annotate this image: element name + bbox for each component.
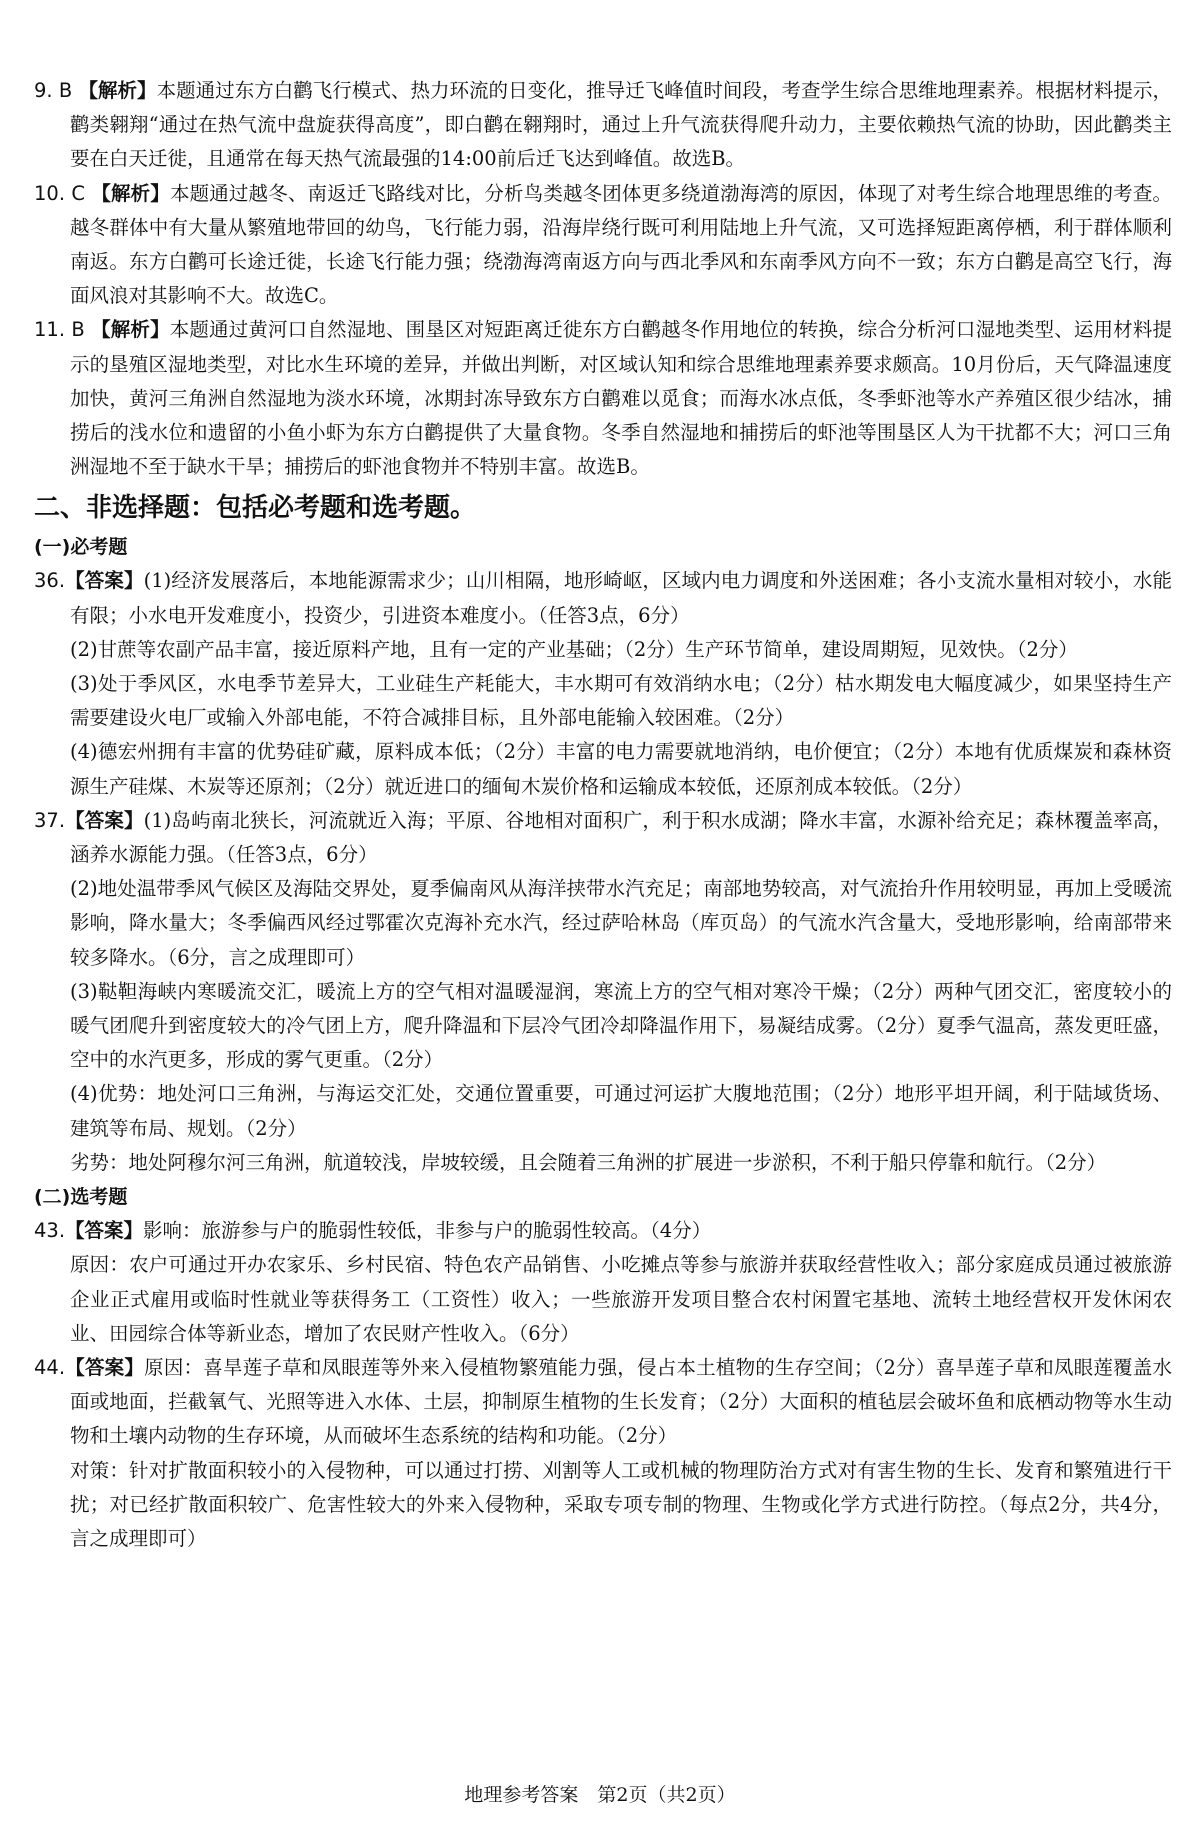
q37-part-5: 劣势：地处阿穆尔河三角洲，航道较浅，岸坡较缓，且会随着三角洲的扩展进一步淤积，不利于船只停靠和航行。（2分） xyxy=(70,1150,1107,1174)
q37-part-3: (3)鞑靼海峡内寒暖流交汇，暖流上方的空气相对温暖湿润，寒流上方的空气相对寒冷干燥；（2分）两种气团交汇，密度较小的暖气团爬升到密度较大的冷气团上方，爬升降温和下层冷气团冷却降温作用下，易凝结成雾。（2分）夏季气温高，蒸发更旺盛，空中的水汽更多，形成的雾气更重。（2分） xyxy=(70,979,1172,1072)
q36-tag: 【答案】 xyxy=(65,569,144,593)
required-subtitle: (一)必考题 xyxy=(34,536,128,559)
q44-number: 44. xyxy=(34,1355,66,1379)
q36-part-1: (1)经济发展落后，本地能源需求少；山川相隔，地形崎岖，区域内电力调度和外送困难；各小支流水量相对较小，水能有限；小水电开发难度小，投资少，引进资本难度小。（任答3点，6分） xyxy=(70,569,1172,627)
q36-part-3: (3)处于季风区，水电季节差异大，工业硅生产耗能大，丰水期可有效消纳水电；（2分）枯水期发电大幅度减少，如果坚持生产需要建设火电厂或输入外部电能，不符合减排目标，且外部电能输入较困难。（2分） xyxy=(70,672,1172,730)
section-title: 二、非选择题：包括必考题和选考题。 xyxy=(34,493,477,524)
q37-part-2: (2)地处温带季风气候区及海陆交界处，夏季偏南风从海洋挟带水汽充足；南部地势较高，对气流抬升作用较明显，再加上受暖流影响，降水量大；冬季偏西风经过鄂霍次克海补充水汽，经过萨哈林岛（库页岛）的气流水汽含量大，受地形影响，给南部带来较多降水。（6分，言之成理即可） xyxy=(70,877,1172,969)
q43-tag: 【答案】 xyxy=(65,1219,144,1243)
q43-part-1: 影响：旅游参与户的脆弱性较低，非参与户的脆弱性较高。（4分） xyxy=(143,1219,712,1243)
q36-part-4: (4)德宏州拥有丰富的优势硅矿藏，原料成本低；（2分）丰富的电力需要就地消纳，电价便宜；（2分）本地有优质煤炭和森林资源生产硅煤、木炭等还原剂；（2分）就近进口的缅甸木炭价格和运输成本较低，还原剂成本较低。（2分） xyxy=(70,740,1172,798)
q44-paragraph-1 xyxy=(34,1351,1172,1454)
q11-text: 本题通过黄河口自然湿地、围垦区对短距离迁徙东方白鹳越冬作用地位的转换，综合分析河口湿地类型、运用材料提示的垦殖区湿地类型，对比水生环境的差异，并做出判断，对区域认知和综合思维地理素养要求颇高。10月份后，天气降温速度加快，黄河三角洲自然湿地为淡水环境，冰期封冻导致东方白鹳难以觅食；而海水冰点低，冬季虾池等水产养殖区很少结冰，捕捞后的浅水位和遗留的小鱼小虾为东方白鹳提供了大量食物。冬季自然湿地和捕捞后的虾池等围垦区人为干扰都不大；河口三角洲湿地不至于缺水干旱；捕捞后的虾池食物并不特别丰富。故选B。 xyxy=(70,318,1172,479)
q37-tag: 【答案】 xyxy=(65,808,144,832)
q10-tag: 【解析】 xyxy=(91,181,170,205)
q37-part-1: (1)岛屿南北狭长，河流就近入海；平原、谷地相对面积广，利于积水成湖；降水丰富，水源补给充足；森林覆盖率高，涵养水源能力强。（任答3点，6分） xyxy=(70,808,1172,867)
q44-part-2: 对策：针对扩散面积较小的入侵物种，可以通过打捞、刈割等人工或机械的物理防治方式对有害生物的生长、发育和繁殖进行干扰；对已经扩散面积较广、危害性较大的外来入侵物种，采取专项专制的物理、生物或化学方式进行防控。（每点2分，共4分，言之成理即可） xyxy=(70,1458,1172,1550)
q9-paragraph xyxy=(34,74,1172,177)
q44-part-1: 原因：喜旱莲子草和凤眼莲等外来入侵植物繁殖能力强，侵占本土植物的生存空间；（2分）喜旱莲子草和凤眼莲覆盖水面或地面，拦截氧气、光照等进入水体、土层，抑制原生植物的生长发育；（2分）大面积的植毡层会破坏鱼和底栖动物等水生动物和土壤内动物的生存环境，从而破坏生态系统的结构和功能。（2分） xyxy=(70,1355,1172,1448)
q43-part-2: 原因：农户可通过开办农家乐、乡村民宿、特色农产品销售、小吃摊点等参与旅游并获取经营性收入；部分家庭成员通过被旅游企业正式雇用或临时性就业等获得务工（工资性）收入；一些旅游开发项目整合农村闲置宅基地、流转土地经营权开发休闲农业、田园综合体等新业态，增加了农民财产性收入。（6分） xyxy=(70,1253,1172,1345)
q9-tag: 【解析】 xyxy=(78,79,157,102)
q37-part-4: (4)优势：地处河口三角洲，与海运交汇处，交通位置重要，可通过河运扩大腹地范围；（2分）地形平坦开阔，利于陆域货场、建筑等布局、规划。（2分） xyxy=(70,1082,1172,1140)
q10-paragraph xyxy=(34,177,1172,314)
q11-paragraph xyxy=(34,313,1172,484)
page-footer: 地理参考答案 第2页（共2页） xyxy=(464,1784,736,1806)
q9-text: 本题通过东方白鹳飞行模式、热力环流的日变化，推导迁飞峰值时间段，考查学生综合思维地理素养。根据材料提示，鹳类翱翔“通过在热气流中盘旋获得高度”，即白鹳在翱翔时，通过上升气流获得爬升动力，主要依赖热气流的协助，因此鹳类主要在白天迁徙，且通常在每天热气流最强的14:00前后迁飞达到峰值。故选B。 xyxy=(70,79,1172,171)
q37-paragraph-1 xyxy=(34,804,1172,872)
q36-part-2: (2)甘蔗等农副产品丰富，接近原料产地，且有一定的产业基础；（2分）生产环节简单，建设周期短，见效快。（2分） xyxy=(70,637,1078,661)
q10-number: 10. C xyxy=(34,181,85,205)
q11-number: 11. B xyxy=(34,318,85,342)
q37-number: 37. xyxy=(34,808,66,832)
q36-number: 36. xyxy=(34,569,66,593)
answer-page xyxy=(34,74,1172,1556)
q36-paragraph-1 xyxy=(34,564,1172,632)
optional-subtitle: (二)选考题 xyxy=(34,1186,128,1209)
q10-text: 本题通过越冬、南返迁飞路线对比，分析鸟类越冬团体更多绕道渤海湾的原因，体现了对考生综合地理思维的考查。越冬群体中有大量从繁殖地带回的幼鸟，飞行能力弱，沿海岸绕行既可利用陆地上升气流，又可选择短距离停栖，利于群体顺利南返。东方白鹳可长途迁徙，长途飞行能力强；绕渤海湾南返方向与西北季风和东南季风方向不一致；东方白鹳是高空飞行，海面风浪对其影响不大。故选C。 xyxy=(70,181,1172,308)
q43-paragraph-1 xyxy=(34,1214,1172,1248)
q9-number: 9. B xyxy=(34,79,73,102)
q43-number: 43. xyxy=(34,1219,66,1243)
q11-tag: 【解析】 xyxy=(91,318,170,342)
q44-tag: 【答案】 xyxy=(65,1355,145,1379)
